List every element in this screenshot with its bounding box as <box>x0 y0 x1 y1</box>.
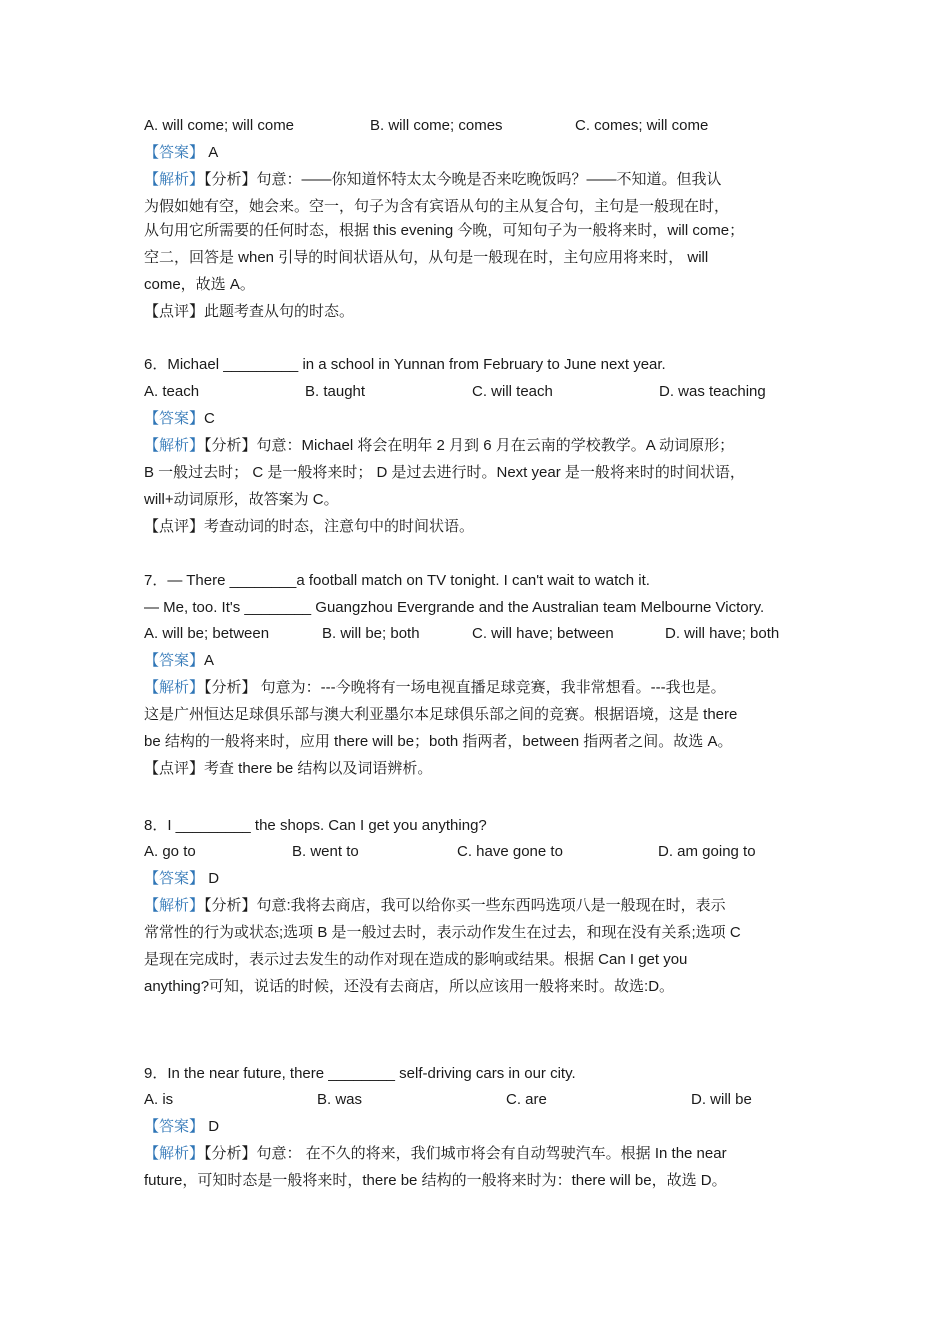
q6-stem: 6．Michael _________ in a school in Yunnan from February to June next year. <box>144 356 666 373</box>
analysis-text: 【分析】句意： 在不久的将来，我们城市将会有自动驾驶汽车。根据 In the near <box>204 1145 727 1162</box>
answer-value: A <box>208 144 219 161</box>
q7-analysis-line-3: be 结构的一般将来时，应用 there will be；both 指两者，between 指两者之间。故选 A。 <box>144 733 733 750</box>
q7-analysis-line-2: 这是广州恒达足球俱乐部与澳大利亚墨尔本足球俱乐部之间的竞赛。根据语境，这是 there <box>144 706 738 723</box>
q8-option-d: D. am going to <box>658 843 756 860</box>
answer-tag: 【答案】 <box>144 870 205 887</box>
answer-tag: 【答案】 <box>144 1118 205 1135</box>
q9-option-c: C. are <box>506 1091 547 1108</box>
q6-analysis-line-2: B 一般过去时； C 是一般将来时； D 是过去进行时。Next year 是一般将来时的时间状语， <box>144 464 745 481</box>
q5-analysis-line-4: 空二，回答是 when 引导的时间状语从句，从句是一般现在时，主句应用将来时， will <box>144 249 709 266</box>
q7-option-b: B. will be; both <box>322 625 420 642</box>
analysis-text: 【分析】句意：——你知道怀特太太今晚是否来吃晚饭吗？——不知道。但我认 <box>204 171 722 188</box>
q6-option-c: C. will teach <box>472 383 553 400</box>
q6-answer <box>144 409 215 429</box>
q7-option-a: A. will be; between <box>144 625 270 642</box>
q5-option-c: C. comes; will come <box>575 117 709 134</box>
answer-tag: 【答案】 <box>144 410 205 427</box>
q9-analysis-line-1 <box>144 1144 727 1164</box>
q9-option-a: A. is <box>144 1091 174 1108</box>
q9-option-b: B. was <box>317 1091 363 1108</box>
q7-stem-1: 7．— There ________a football match on TV tonight. I can't wait to watch it. <box>144 572 650 589</box>
analysis-text: 【分析】句意:我将去商店，我可以给你买一些东西吗选项八是一般现在时，表示 <box>204 897 726 914</box>
q7-analysis-line-1 <box>144 678 726 698</box>
analysis-tag: 【解析】 <box>144 1145 205 1162</box>
analysis-tag: 【解析】 <box>144 679 205 696</box>
q7-comment: 【点评】考查 there be 结构以及词语辨析。 <box>144 760 433 777</box>
q6-comment: 【点评】考查动词的时态，注意句中的时间状语。 <box>144 518 475 535</box>
q9-option-d: D. will be <box>691 1091 752 1108</box>
q8-answer <box>144 869 219 889</box>
q8-analysis-line-1 <box>144 896 726 916</box>
analysis-tag: 【解析】 <box>144 171 205 188</box>
analysis-tag: 【解析】 <box>144 897 205 914</box>
q5-comment: 【点评】此题考查从句的时态。 <box>144 303 355 320</box>
answer-value: D <box>208 1118 220 1135</box>
q5-answer <box>144 143 218 163</box>
answer-value: A <box>204 652 215 669</box>
answer-value: D <box>208 870 220 887</box>
q8-option-c: C. have gone to <box>457 843 563 860</box>
q8-analysis-line-3: 是现在完成时，表示过去发生的动作对现在造成的影响或结果。根据 Can I get you <box>144 951 688 968</box>
q5-analysis-line-1 <box>144 170 722 190</box>
q7-stem-2: — Me, too. It's ________ Guangzhou Evergrande and the Australian team Melbourne Victory. <box>144 599 765 616</box>
q8-analysis-line-2: 常常性的行为或状态;选项 B 是一般过去时，表示动作发生在过去，和现在没有关系;选项 C <box>144 924 741 941</box>
q9-analysis-line-2: future，可知时态是一般将来时，there be 结构的一般将来时为：there will be，故选 D。 <box>144 1172 727 1189</box>
q9-stem: 9．In the near future, there ________ self-driving cars in our city. <box>144 1065 576 1082</box>
q7-answer <box>144 651 214 671</box>
q8-stem: 8．I _________ the shops. Can I get you anything? <box>144 817 487 834</box>
q5-analysis-line-2: 为假如她有空，她会来。空一，句子为含有宾语从句的主从复合句，主句是一般现在时， <box>144 198 730 215</box>
analysis-tag: 【解析】 <box>144 437 205 454</box>
q7-option-c: C. will have; between <box>472 625 614 642</box>
q5-analysis-line-3: 从句用它所需要的任何时态，根据 this evening 今晚，可知句子为一般将来时，will come； <box>144 222 745 239</box>
answer-tag: 【答案】 <box>144 652 205 669</box>
q7-option-d: D. will have; both <box>665 625 780 642</box>
q8-analysis-line-4: anything?可知，说话的时候，还没有去商店，所以应该用一般将来时。故选:D。 <box>144 978 675 995</box>
analysis-text: 【分析】 句意为：---今晚将有一场电视直播足球竞赛，我非常想看。---我也是。 <box>204 679 726 696</box>
q9-answer <box>144 1117 219 1137</box>
q6-analysis-line-3: will+动词原形，故答案为 C。 <box>144 491 339 508</box>
q5-analysis-line-5: come，故选 A。 <box>144 276 255 293</box>
q6-option-a: A. teach <box>144 383 200 400</box>
analysis-text: 【分析】句意：Michael 将会在明年 2 月到 6 月在云南的学校教学。A 动词原形； <box>204 437 735 454</box>
q6-option-d: D. was teaching <box>659 383 766 400</box>
answer-tag: 【答案】 <box>144 144 205 161</box>
q5-option-a: A. will come; will come <box>144 117 295 134</box>
q6-analysis-line-1 <box>144 436 734 456</box>
answer-value: C <box>204 410 215 427</box>
q6-option-b: B. taught <box>305 383 366 400</box>
q5-option-b: B. will come; comes <box>370 117 503 134</box>
q8-option-a: A. go to <box>144 843 196 860</box>
q8-option-b: B. went to <box>292 843 359 860</box>
